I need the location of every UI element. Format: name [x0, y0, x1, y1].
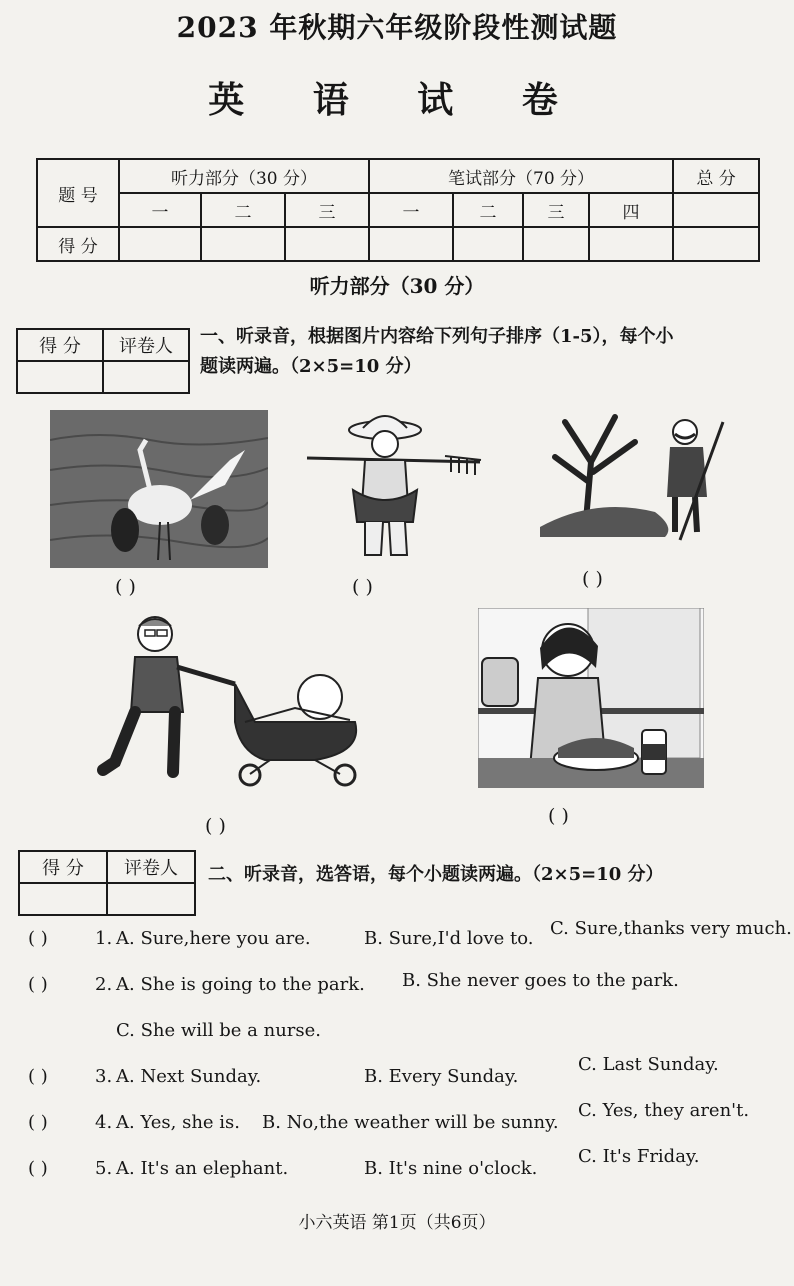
q3-option-c: C. Last Sunday. — [578, 1054, 719, 1075]
sweeping-leaves-picture — [535, 402, 735, 542]
listening-col-3: 三 — [285, 193, 369, 227]
picture3-answer-blank[interactable]: ( ) — [582, 568, 603, 590]
listening-col-2: 二 — [201, 193, 285, 227]
q1-answer-blank[interactable]: ( ) — [28, 928, 48, 949]
q2-answer-blank[interactable]: ( ) — [28, 974, 48, 995]
q4-option-a: A. Yes, she is. — [116, 1112, 241, 1133]
part1-instruction — [200, 322, 780, 382]
q5-option-b: B. It's nine o'clock. — [364, 1158, 538, 1179]
picture4-answer-blank[interactable]: ( ) — [205, 815, 226, 837]
q1-option-c: C. Sure,thanks very much. — [550, 918, 792, 939]
picture1-answer-blank[interactable]: ( ) — [115, 576, 136, 598]
q2-option-a: A. She is going to the park. — [116, 974, 365, 995]
picture5-answer-blank[interactable]: ( ) — [548, 805, 569, 827]
score-cell[interactable] — [285, 227, 369, 261]
score-table-label-number: 题 号 — [37, 159, 119, 227]
q2-number: 2. — [95, 974, 113, 995]
q3-option-b: B. Every Sunday. — [364, 1066, 519, 1087]
total-cell-empty — [673, 193, 759, 227]
picture2-answer-blank[interactable]: ( ) — [352, 576, 373, 598]
score-cell[interactable] — [119, 227, 201, 261]
writing-col-1: 一 — [369, 193, 453, 227]
q4-option-c: C. Yes, they aren't. — [578, 1100, 750, 1121]
grader-box-part1 — [16, 328, 190, 394]
q5-answer-blank[interactable]: ( ) — [28, 1158, 48, 1179]
q3-number: 3. — [95, 1066, 113, 1087]
grader-score-cell[interactable] — [17, 361, 103, 393]
writing-col-3: 三 — [523, 193, 589, 227]
exam-title: 2023 年秋期六年级阶段性测试题 — [176, 11, 618, 44]
cranes-picture — [50, 410, 268, 568]
part1-instruction-line1: 一、听录音，根据图片内容给下列句子排序（1-5），每个小 — [200, 326, 674, 347]
score-table-label-score: 得 分 — [37, 227, 119, 261]
grader-name-cell[interactable] — [107, 883, 195, 915]
score-cell[interactable] — [201, 227, 285, 261]
exam-subtitle: 英 语 试 卷 — [208, 79, 586, 121]
q1-number: 1. — [95, 928, 113, 949]
q5-number: 5. — [95, 1158, 113, 1179]
man-with-stroller-picture — [95, 612, 370, 787]
listening-col-1: 一 — [119, 193, 201, 227]
q4-number: 4. — [95, 1112, 113, 1133]
q5-option-c: C. It's Friday. — [578, 1146, 700, 1167]
grader-score-label: 得 分 — [17, 329, 103, 361]
score-cell[interactable] — [523, 227, 589, 261]
score-cell[interactable] — [453, 227, 523, 261]
listening-group-header: 听力部分（30 分） — [119, 159, 369, 193]
q1-option-b: B. Sure,I'd love to. — [364, 928, 534, 949]
listening-section-heading: 听力部分（30 分） — [309, 274, 485, 298]
farmer-picture — [305, 410, 485, 558]
q3-answer-blank[interactable]: ( ) — [28, 1066, 48, 1087]
part2-instruction: 二、听录音，选答语，每个小题读两遍。（2×5=10 分） — [208, 864, 664, 885]
grader-name-label: 评卷人 — [103, 329, 189, 361]
grader-name-cell[interactable] — [103, 361, 189, 393]
score-cell[interactable] — [369, 227, 453, 261]
total-header: 总 分 — [673, 159, 759, 193]
q5-option-a: A. It's an elephant. — [116, 1158, 289, 1179]
q2-option-b: B. She never goes to the park. — [402, 970, 679, 991]
part1-instruction-line2: 题读两遍。（2×5=10 分） — [200, 356, 422, 377]
grader-name-label: 评卷人 — [107, 851, 195, 883]
writing-col-2: 二 — [453, 193, 523, 227]
girl-making-cake-picture — [478, 608, 704, 788]
writing-group-header: 笔试部分（70 分） — [369, 159, 673, 193]
grader-score-cell[interactable] — [19, 883, 107, 915]
score-table — [36, 158, 760, 262]
q1-option-a: A. Sure,here you are. — [116, 928, 311, 949]
q4-option-b: B. No,the weather will be sunny. — [262, 1112, 559, 1133]
q2-option-c: C. She will be a nurse. — [116, 1020, 322, 1041]
total-score-cell[interactable] — [673, 227, 759, 261]
q4-answer-blank[interactable]: ( ) — [28, 1112, 48, 1133]
grader-score-label: 得 分 — [19, 851, 107, 883]
score-cell[interactable] — [589, 227, 673, 261]
writing-col-4: 四 — [589, 193, 673, 227]
q3-option-a: A. Next Sunday. — [116, 1066, 262, 1087]
page-footer: 小六英语 第1页（共6页） — [298, 1213, 496, 1233]
grader-box-part2 — [18, 850, 196, 916]
